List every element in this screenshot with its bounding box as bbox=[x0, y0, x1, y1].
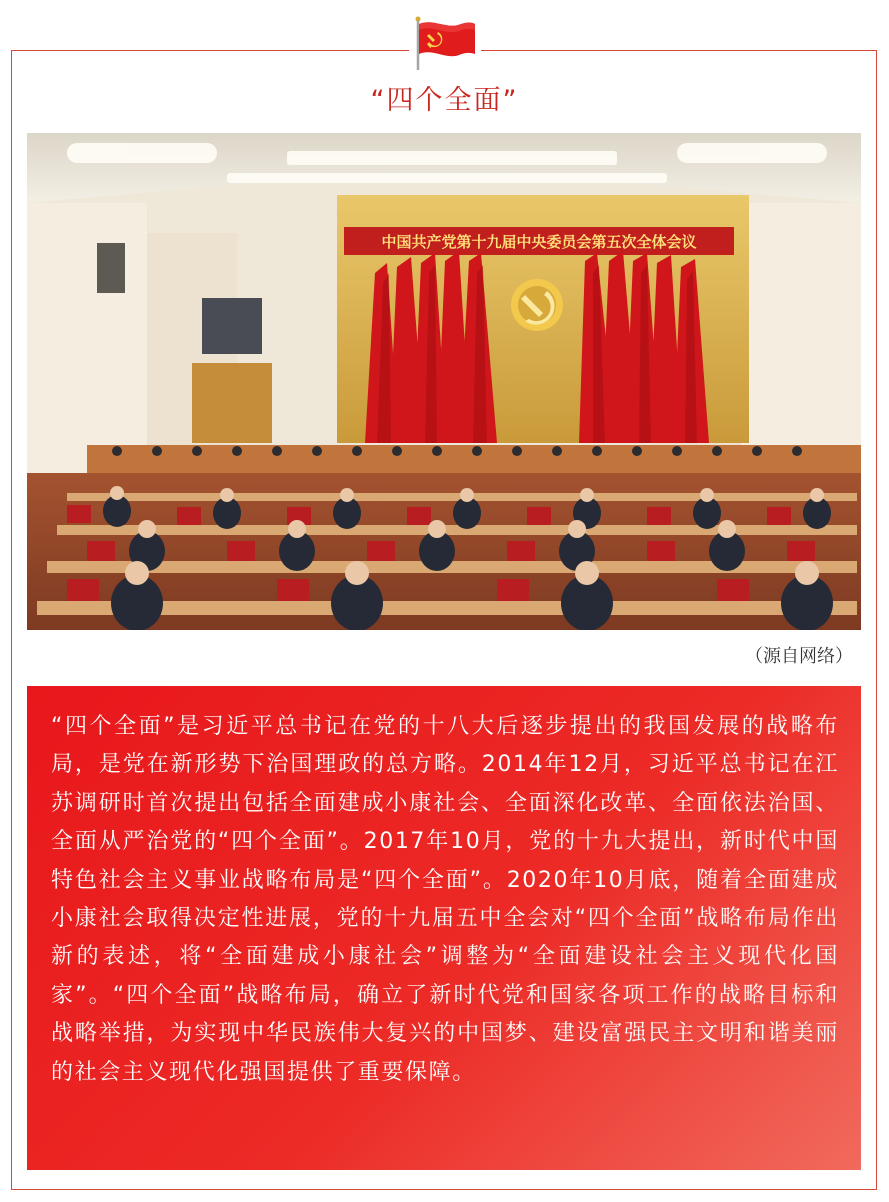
image-source-note: （源自网络） bbox=[745, 646, 853, 667]
body-text-panel bbox=[27, 686, 861, 1170]
page-title: “四个全面” bbox=[370, 85, 519, 116]
hammer-sickle-emblem-icon bbox=[511, 279, 563, 331]
plenary-session-photo bbox=[27, 133, 861, 630]
banner-text: 中国共产党第十九届中央委员会第五次全体会议 bbox=[381, 233, 697, 251]
body-paragraph: “四个全面”是习近平总书记在党的十八大后逐步提出的我国发展的战略布局，是党在新形势下治国理政的总方略。2014年12月，习近平总书记在江苏调研时首次提出包括全面建成小康社会、全面深化改革、全面依法治国、全面从严治党的“四个全面”。2017年10月，党的十九大提出，新时代中国特色社会主义事业战略布局是“四个全面”。2020年10月底，随着全面建成小康社会取得决定性进展，党的十九届五中全会对“四个全面”战略布局作出新的表述，将“全面建成小康社会”调整为“全面建设社会主义现代化国家”。“四个全面”战略布局，确立了新时代党和国家各项工作的战略目标和战略举措，为实现中华民族伟大复兴的中国梦、建设富强民主文明和谐美丽的社会主义现代化强国提供了重要保障。 bbox=[51, 714, 839, 1085]
party-flag-icon bbox=[409, 12, 481, 72]
flag-badge bbox=[409, 12, 481, 72]
